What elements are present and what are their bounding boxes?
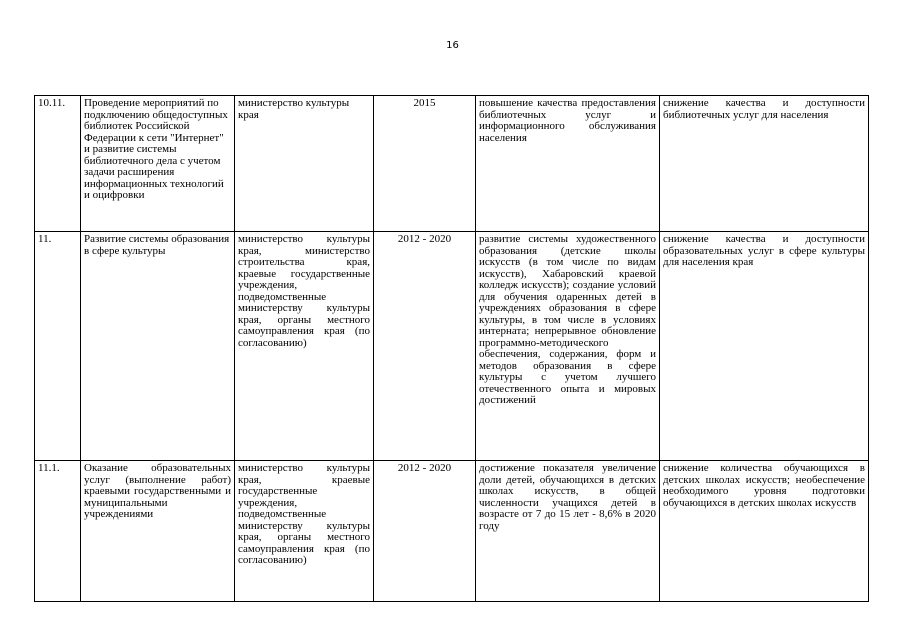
responsible-executor: министерство культуры края — [235, 96, 374, 232]
activity-title: Проведение мероприятий по подключению общедоступных библиотек Российской Федерации к сети "Интернет" и развитие системы библиотечного дела с учетом задачи расширения информационных технологий и оцифровки — [81, 96, 235, 232]
responsible-executor: министерство культуры края, краевые государственные учреждения, подведомственные министерству культуры края, органы местного самоуправления края (по согласованию) — [235, 461, 374, 602]
table-row — [35, 232, 869, 461]
row-number: 11.1. — [35, 461, 81, 602]
non-implementation-consequence: снижение качества и доступности образовательных услуг в сфере культуры для населения края — [660, 232, 869, 461]
table-row — [35, 96, 869, 232]
row-number: 11. — [35, 232, 81, 461]
non-implementation-consequence: снижение количества обучающихся в детских школах искусств; необеспечение необходимого уровня подготовки обучающихся в детских школах искусств — [660, 461, 869, 602]
responsible-executor: министерство культуры края, министерство строительства края, краевые государственные учреждения, подведомственные министерству культуры края, органы местного самоуправления края (по согласованию) — [235, 232, 374, 461]
activity-title: Оказание образовательных услуг (выполнение работ) краевыми государственными и муниципальными учреждениями — [81, 461, 235, 602]
expected-result: достижение показателя увеличение доли детей, обучающихся в детских школах искусств, в общей численности учащихся детей в возрасте от 7 до 15 лет - 8,6% в 2020 году — [476, 461, 660, 602]
implementation-period: 2012 - 2020 — [374, 232, 476, 461]
expected-result: развитие системы художественного образования (детские школы искусств (в том числе по видам искусств), Хабаровский краевой колледж искусств); создание условий для обучения одаренных детей в учреждениях образования в сфере культуры, в том числе в условиях интерната; непрерывное обновление программно-методического обеспечения, содержания, форм и методов образования в сфере культуры с учетом лучшего отечественного опыта и мировых достижений — [476, 232, 660, 461]
non-implementation-consequence: снижение качества и доступности библиотечных услуг для населения — [660, 96, 869, 232]
page-number: 16 — [446, 40, 459, 51]
implementation-period: 2015 — [374, 96, 476, 232]
table-row — [35, 461, 869, 602]
row-number: 10.11. — [35, 96, 81, 232]
expected-result: повышение качества предоставления библиотечных услуг и информационного обслуживания населения — [476, 96, 660, 232]
activity-title: Развитие системы образования в сфере культуры — [81, 232, 235, 461]
program-activities-table — [34, 95, 869, 602]
implementation-period: 2012 - 2020 — [374, 461, 476, 602]
